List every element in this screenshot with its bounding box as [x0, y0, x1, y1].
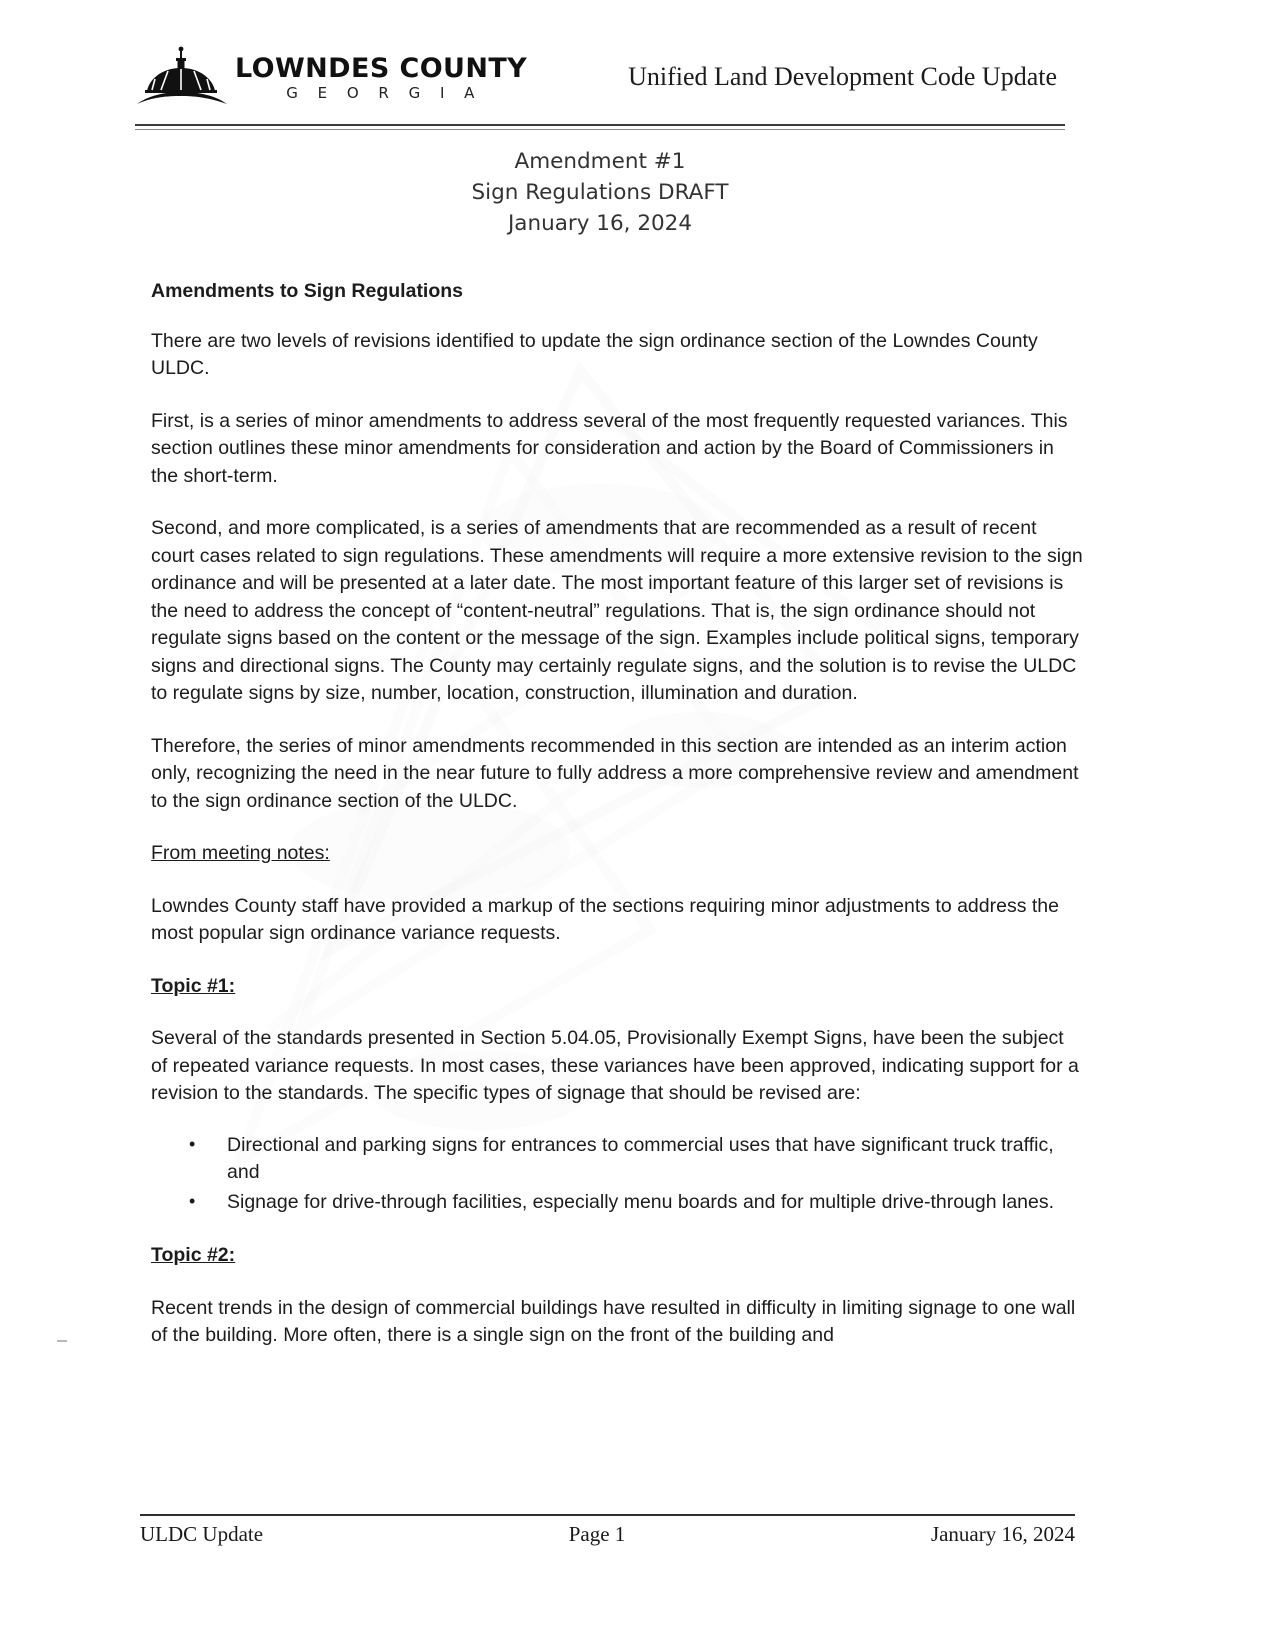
topic-2-paragraph: Recent trends in the design of commercial buildings have resulted in difficulty in limiting signage to one wall of the building. More often, there is a single sign on the front of the building and [151, 1296, 1076, 1346]
footer-date: January 16, 2024 [930, 1522, 1075, 1546]
meeting-notes-heading-text: From meeting notes: [151, 842, 330, 864]
section-heading: Amendments to Sign Regulations [151, 280, 464, 302]
topic-2-heading [151, 1242, 1085, 1270]
county-logo-text [235, 55, 527, 101]
county-name: LOWNDES COUNTY [235, 53, 528, 84]
paragraph-1: There are two levels of revisions identified to update the sign ordinance section of the Lowndes County ULDC. [151, 329, 1038, 379]
paragraph-5: Lowndes County staff have provided a markup of the sections requiring minor adjustments to address the most popular sign ordinance variance requests. [151, 894, 1059, 944]
title-block [135, 146, 1065, 240]
title-date: January 16, 2024 [507, 211, 693, 237]
document-body [151, 278, 1085, 1375]
list-item: • Directional and parking signs for entrances to commercial uses that have significant truck traffic, and [187, 1132, 1085, 1187]
topic-1-heading-text: Topic #1: [151, 974, 236, 997]
meeting-notes-heading [151, 840, 1085, 868]
document-footer [140, 1522, 1075, 1547]
document-header [135, 40, 1065, 128]
header-divider [135, 124, 1065, 130]
state-name: G E O R G I A [286, 84, 482, 102]
topic-2-heading-text: Topic #2: [151, 1244, 236, 1266]
county-courthouse-dome-seal-icon [135, 46, 231, 110]
footer-divider [140, 1514, 1075, 1516]
header-document-title: Unified Land Development Code Update [628, 62, 1057, 91]
list-item: • Signage for drive-through facilities, especially menu boards and for multiple drive-through lanes. [187, 1189, 1085, 1217]
topic-1-paragraph: Several of the standards presented in Section 5.04.05, Provisionally Exempt Signs, have been the subject of repeated variance requests. In most cases, these variances have been approved, indicating support for a revision to the standards. The specific types of signage that should be revised are: [151, 1027, 1079, 1104]
footer-page-number: Page 1 [568, 1522, 626, 1546]
topic-1-heading [151, 973, 1085, 1001]
scan-speck [57, 1340, 67, 1342]
paragraph-2: First, is a series of minor amendments to address several of the most frequently requested variances. This section outlines these minor amendments for consideration and action by the Board of Commissioners in the short-term. [151, 409, 1068, 487]
topic-1-bullet-list [151, 1132, 1085, 1217]
county-logo [135, 46, 527, 110]
paragraph-3: Second, and more complicated, is a series of amendments that are recommended as a result of recent court cases related to sign regulations. These amendments will require a more extensive revision to the sign ordinance and will be presented at a later date. The most important feature of this larger set of revisions is the need to address the concept of “content-neutral” regulations. That is, the sign ordinance should not regulate signs based on the content or the message of the sign. Examples include political signs, temporary signs and directional signs. The County may certainly regulate signs, and the solution is to revise the ULDC to regulate signs by size, number, location, construction, illumination and duration. [151, 517, 1083, 704]
paragraph-4: Therefore, the series of minor amendments recommended in this section are intended as an interim action only, recognizing the need in the near future to fully address a more comprehensive review and amendment to the sign ordinance section of the ULDC. [151, 734, 1079, 812]
title-amendment-number: Amendment #1 [514, 149, 686, 174]
footer-left-label: ULDC Update [140, 1522, 264, 1546]
title-subject: Sign Regulations DRAFT [471, 180, 729, 206]
